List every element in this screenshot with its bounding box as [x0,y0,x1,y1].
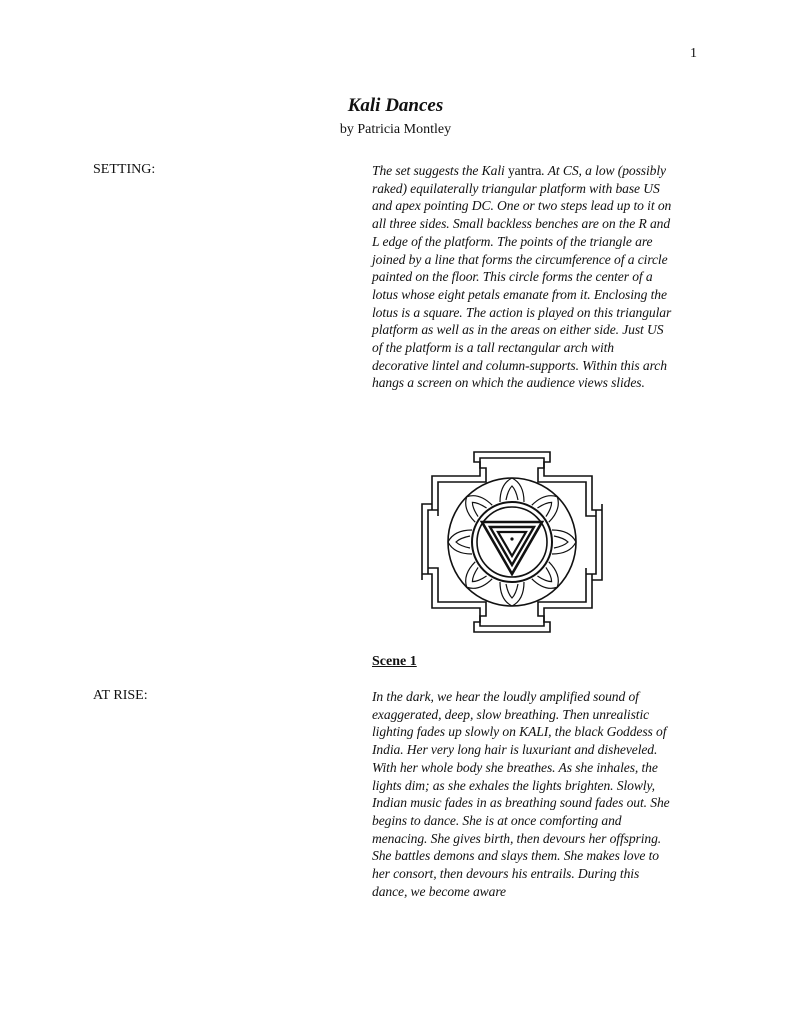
page-title: Kali Dances [347,95,444,116]
setting-description [372,162,672,392]
at-rise-label: AT RISE: [93,688,148,703]
setting-text-yantra: yantra [507,163,542,178]
byline: by Patricia Montley [339,122,452,137]
at-rise-description: In the dark, we hear the loudly amplified sound of exaggerated, deep, slow breathing. Then unrealistic lighting fades up slowly on KALI, the black Goddess of India. Her very long hair is luxuriant and disheveled. With her whole body she breathes. As she inhales, the lights dim; as she exhales the lights brighten. Slowly, Indian music fades in as breathing sound fades out. She begins to dance. She is at once comforting and menacing. She gives birth, then devours her offspring. She battles demons and slays them. She makes love to her consort, then devours his entrails. During this dance, we become aware [372,689,670,899]
kali-yantra-icon [420,450,604,634]
setting-text-post: . At CS, a low (possibly raked) equilaterally triangular platform with base US and apex pointing DC. One or two steps lead up to it on all three sides. Small backless benches are on the R and L edge of the platform. The points of the triangle are joined by a line that forms the circumference of a circle painted on the floor. This circle forms the center of a lotus whose eight petals emanate from it. Enclosing the lotus is a square. The action is played on this triangular platform as well as in the areas on either side. Just US of the platform is a tall rectangular arch with decorative lintel and column-supports. Within this arch hangs a screen on which the audience views slides. [372,163,672,391]
setting-label: SETTING: [93,162,156,177]
scene-heading: Scene 1 [372,654,417,669]
page-number: 1 [690,46,697,61]
setting-text-pre: The set suggests the Kali [372,163,508,178]
